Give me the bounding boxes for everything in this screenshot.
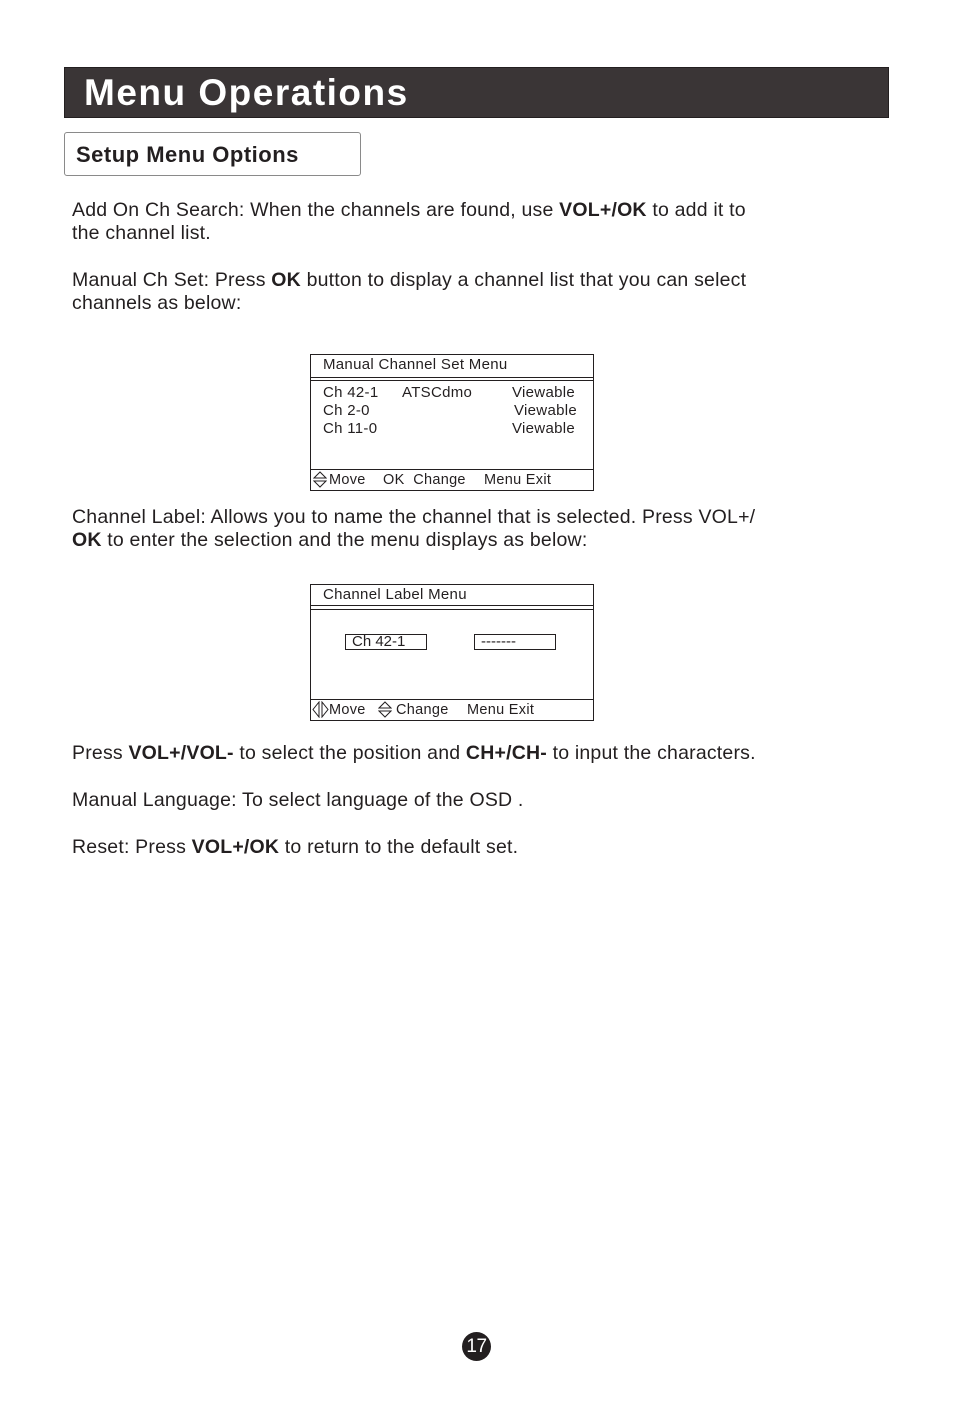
section-title: Setup Menu Options xyxy=(76,142,299,167)
row-1-channel: Ch 42-1 xyxy=(323,384,379,401)
footer-move: Move xyxy=(329,472,366,488)
row-1-status: Viewable xyxy=(512,384,576,401)
row-2-channel: Ch 2-0 xyxy=(323,402,370,419)
label-input[interactable]: ------- xyxy=(474,634,556,650)
reset-post: to return to the default set. xyxy=(279,836,519,858)
manual-menu-footer xyxy=(311,469,593,490)
press-post: to input the characters. xyxy=(546,742,756,764)
page-number: 17 xyxy=(462,1332,491,1361)
footer-menu-exit: Menu Exit xyxy=(484,472,552,488)
manual-set-post: button to display a channel list that you can select xyxy=(300,269,747,291)
reset-pre: Reset: Press xyxy=(72,836,192,858)
add-on-search-paragraph xyxy=(72,199,746,245)
press-key-vol: VOL+/VOL- xyxy=(128,742,234,764)
section-box xyxy=(64,132,361,176)
manual-channel-set-menu xyxy=(310,354,594,491)
title-divider xyxy=(311,377,593,378)
footer-menu-exit: Menu Exit xyxy=(467,702,535,718)
manual-menu-title: Manual Channel Set Menu xyxy=(323,356,508,373)
up-down-arrow-icon xyxy=(378,701,392,718)
channel-label-menu xyxy=(310,584,594,721)
press-paragraph xyxy=(72,742,756,765)
add-on-post: to add it to xyxy=(646,199,746,221)
footer-move: Move xyxy=(329,702,366,718)
row-3-channel: Ch 11-0 xyxy=(323,420,378,437)
title-divider-double xyxy=(311,609,593,610)
header-bar xyxy=(64,67,889,118)
channel-label-key: OK xyxy=(72,529,102,551)
manual-language-paragraph xyxy=(72,789,524,812)
manual-set-key: OK xyxy=(271,269,301,291)
add-on-line2: the channel list. xyxy=(72,222,211,244)
left-right-arrow-icon xyxy=(312,701,329,718)
title-divider-double xyxy=(311,380,593,381)
page-title: Menu Operations xyxy=(84,72,409,113)
manual-set-line2: channels as below: xyxy=(72,292,242,314)
row-2-status: Viewable xyxy=(514,402,578,419)
label-menu-title: Channel Label Menu xyxy=(323,586,467,603)
manual-language-text: Manual Language: To select language of the OSD . xyxy=(72,789,524,811)
press-key-ch: CH+/CH- xyxy=(465,742,547,764)
press-mid: to select the position and xyxy=(233,742,466,764)
manual-set-pre: Manual Ch Set: Press xyxy=(72,269,272,291)
row-3-status: Viewable xyxy=(512,420,576,437)
manual-set-paragraph xyxy=(72,269,746,315)
add-on-pre: Add On Ch Search: When the channels are found, use xyxy=(72,199,560,221)
channel-label-paragraph xyxy=(72,506,755,552)
add-on-key: VOL+/OK xyxy=(559,199,647,221)
channel-label-post: to enter the selection and the menu displays as below: xyxy=(101,529,588,551)
up-down-arrow-icon xyxy=(313,471,327,488)
press-pre: Press xyxy=(72,742,129,764)
footer-ok-change: OK Change xyxy=(383,472,466,488)
channel-field: Ch 42-1 xyxy=(345,634,427,650)
reset-key: VOL+/OK xyxy=(191,836,280,858)
channel-label-line1: Channel Label: Allows you to name the channel that is selected. Press VOL+/ xyxy=(72,506,756,528)
label-menu-footer xyxy=(311,699,593,720)
row-1-type: ATSCdmo xyxy=(402,384,473,401)
footer-change: Change xyxy=(396,702,449,718)
title-divider xyxy=(311,605,593,606)
reset-paragraph xyxy=(72,836,518,859)
